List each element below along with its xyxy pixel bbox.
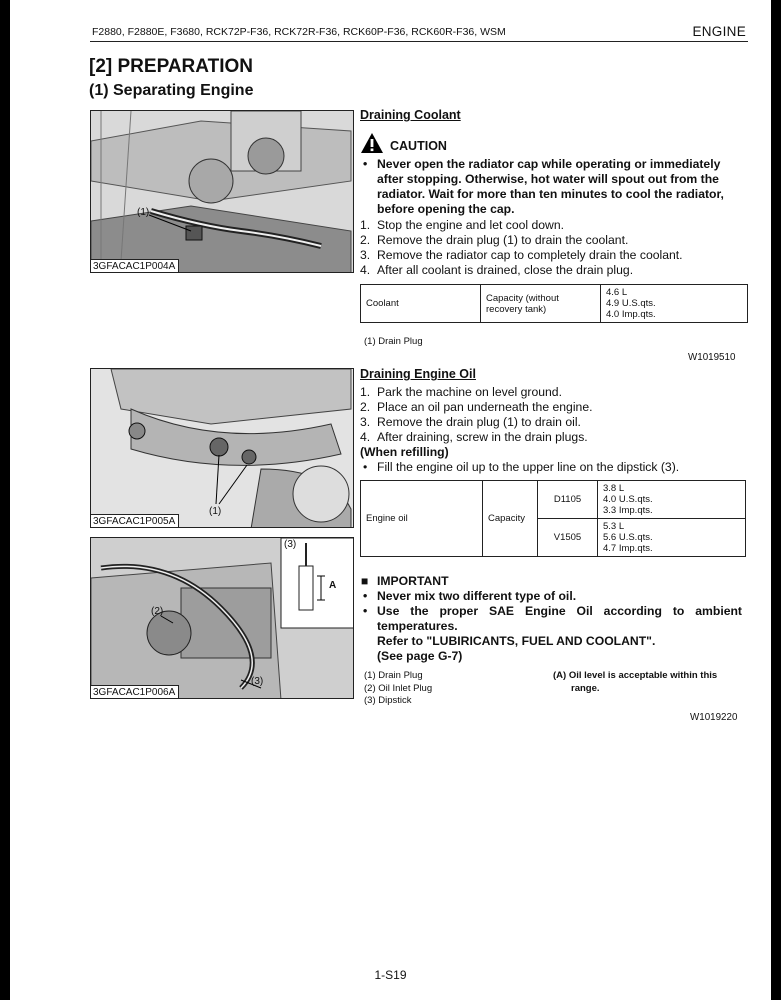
- reference-code: W1019220: [690, 712, 738, 723]
- oil-capacity-table: [360, 480, 746, 557]
- engine-photo-1: [91, 111, 354, 273]
- subheading-draining-engine-oil: Draining Engine Oil: [360, 367, 476, 381]
- square-bullet-icon: ■: [361, 574, 369, 588]
- figure-oil-drain: [90, 368, 354, 528]
- caution-text: • Never open the radiator cap while operating or immediately after stopping. Otherwise, hot water will spout out from the radiator. Wait for more than ten minutes to cool the radiator, before opening the cap.: [363, 157, 724, 216]
- manual-page: [10, 0, 771, 1000]
- table-cell: D1105: [538, 481, 598, 519]
- list-item: 3. Remove the drain plug (1) to drain oil.: [360, 415, 581, 429]
- page-number: 1-S19: [374, 968, 407, 982]
- figure-radiator-drain: [90, 110, 354, 273]
- table-cell: Engine oil: [361, 481, 483, 557]
- coolant-steps: [360, 218, 742, 278]
- subheading-draining-coolant: Draining Coolant: [360, 108, 461, 122]
- refill-label: (When refilling): [360, 445, 449, 459]
- oil-steps: [360, 385, 742, 475]
- legend-item: (3) Dipstick: [364, 695, 412, 706]
- model-list: F2880, F2880E, F3680, RCK72P-F36, RCK72R-F36, RCK60P-F36, RCK60R-F36, WSM: [92, 26, 506, 38]
- figure-oil-fill: [90, 537, 354, 699]
- list-item: 4. After draining, screw in the drain plugs.: [360, 430, 588, 444]
- list-item: 4. After all coolant is drained, close the drain plug.: [360, 263, 634, 277]
- warning-triangle-icon: [360, 132, 384, 154]
- heading-separating-engine: (1) Separating Engine: [89, 82, 254, 99]
- table-cell: V1505: [538, 519, 598, 557]
- coolant-legend: (1) Drain Plug: [364, 336, 423, 347]
- important-label: IMPORTANT: [377, 574, 449, 588]
- oil-level-note: (A) Oil level is acceptable within this range.: [553, 670, 718, 694]
- figure-code: 3GFACAC1P004A: [91, 259, 179, 272]
- important-block: [360, 574, 742, 664]
- list-item: • Use the proper SAE Engine Oil according to ambient temperatures.: [363, 604, 742, 633]
- figure-code: 3GFACAC1P005A: [91, 514, 179, 527]
- callout-A: A: [329, 580, 337, 591]
- coolant-capacity-table: [360, 284, 748, 323]
- oil-legend: [364, 670, 432, 708]
- list-item: • Never mix two different type of oil.: [363, 589, 577, 603]
- see-page-line: (See page G-7): [377, 649, 463, 663]
- section-title: ENGINE: [692, 24, 746, 39]
- caution-bullet: Never open the radiator cap while operating or immediately after stopping. Otherwise, hot water will spout out from the radiator. Wait for more than ten minutes to cool the radiator, before opening the cap.: [377, 157, 724, 216]
- list-item: 1. Park the machine on level ground.: [360, 385, 562, 399]
- callout-1: (1): [137, 207, 150, 218]
- callout-3-dipstick: (3): [284, 539, 297, 550]
- heading-preparation: [2] PREPARATION: [89, 56, 253, 77]
- callout-3: (3): [251, 676, 264, 687]
- table-cell-values: 3.8 L 4.0 U.S.qts. 3.3 Imp.qts.: [598, 481, 746, 519]
- page-header: [90, 24, 748, 42]
- list-item: • Fill the engine oil up to the upper line on the dipstick (3).: [363, 460, 680, 474]
- table-cell: Coolant: [361, 285, 481, 323]
- list-item: 2. Place an oil pan underneath the engine.: [360, 400, 593, 414]
- reference-code: W1019510: [688, 352, 736, 363]
- engine-photo-2: [91, 369, 354, 528]
- table-cell: Capacity: [483, 481, 538, 557]
- table-cell: Capacity (without recovery tank): [481, 285, 601, 323]
- engine-photo-3: [91, 538, 354, 699]
- refer-line: Refer to "LUBIRICANTS, FUEL AND COOLANT".: [377, 634, 656, 648]
- callout-2: (2): [151, 606, 164, 617]
- caution-label: CAUTION: [390, 139, 447, 153]
- callout-1: (1): [209, 506, 222, 517]
- legend-item: (1) Drain Plug: [364, 670, 423, 681]
- list-item: 2. Remove the drain plug (1) to drain the coolant.: [360, 233, 629, 247]
- legend-item: (2) Oil Inlet Plug: [364, 682, 433, 694]
- table-cell-values: 5.3 L 5.6 U.S.qts. 4.7 Imp.qts.: [598, 519, 746, 557]
- table-cell-values: 4.6 L 4.9 U.S.qts. 4.0 Imp.qts.: [601, 285, 748, 323]
- figure-code: 3GFACAC1P006A: [91, 685, 179, 698]
- list-item: 1. Stop the engine and let cool down.: [360, 218, 565, 232]
- list-item: 3. Remove the radiator cap to completely drain the coolant.: [360, 248, 683, 262]
